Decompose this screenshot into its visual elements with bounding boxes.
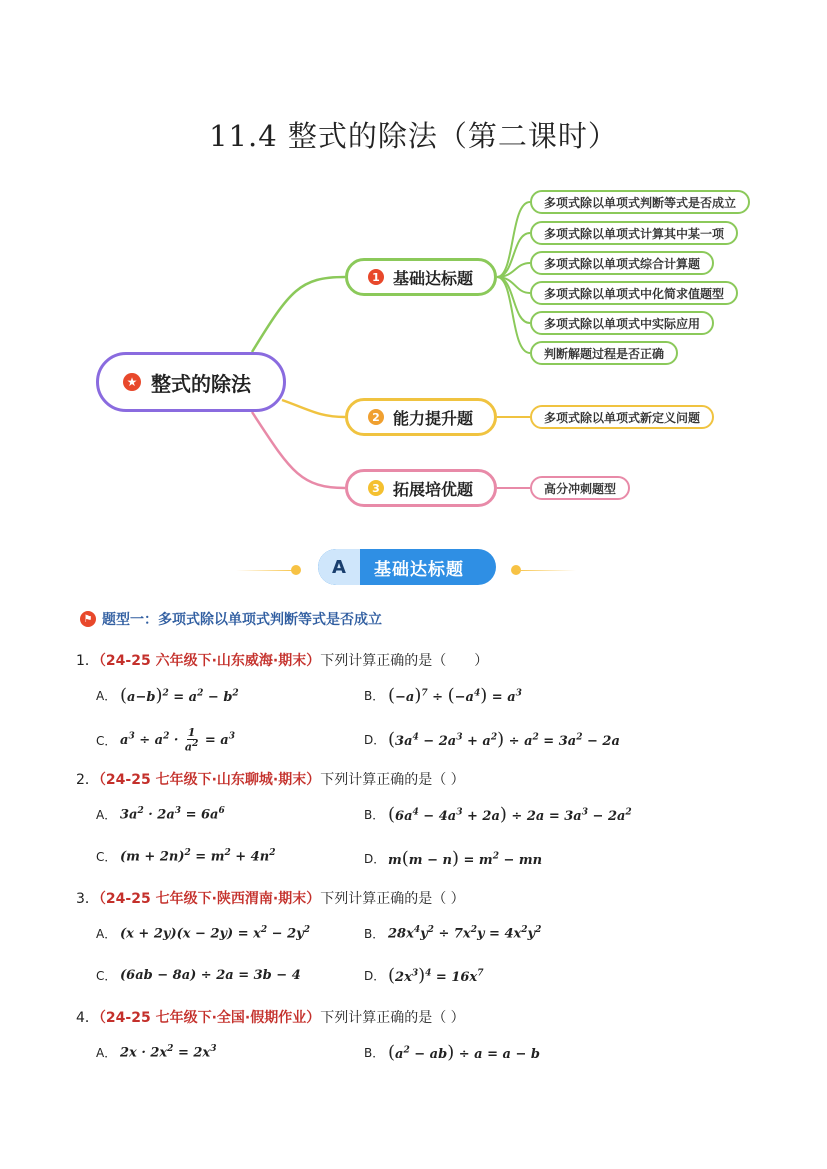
question-stem: 下列计算正确的是（ ） bbox=[320, 891, 465, 907]
option-3a[interactable] bbox=[96, 925, 310, 942]
option-label: B． bbox=[364, 808, 385, 822]
section-divider-left bbox=[236, 570, 296, 571]
question-number: 2． bbox=[76, 772, 99, 788]
mindmap-leaf: 判断解题过程是否正确 bbox=[530, 341, 678, 365]
section-label: 基础达标题 bbox=[374, 559, 464, 580]
option-label: B． bbox=[364, 689, 385, 703]
branch-label: 能力提升题 bbox=[393, 408, 474, 428]
option-formula: $(6a^4 - 4a^3 + 2a) \div 2a = 3a^3 - 2a^2$ bbox=[388, 804, 632, 825]
question-stem: 下列计算正确的是（ ） bbox=[320, 653, 489, 669]
mindmap-leaf: 多项式除以单项式新定义问题 bbox=[530, 405, 714, 429]
branch-label: 基础达标题 bbox=[393, 268, 474, 288]
mindmap-root-label: 整式的除法 bbox=[151, 371, 251, 396]
option-label: C． bbox=[96, 850, 117, 864]
option-formula: $2x \cdot 2x^2 = 2x^3$ bbox=[120, 1044, 217, 1061]
number-badge-icon: 2 bbox=[368, 409, 384, 425]
mindmap-branch-3 bbox=[345, 469, 497, 507]
option-2b[interactable] bbox=[364, 804, 632, 825]
option-3c[interactable] bbox=[96, 967, 301, 984]
connector-root-b3 bbox=[252, 412, 345, 488]
number-badge-icon: 3 bbox=[368, 480, 384, 496]
mindmap-leaf: 多项式除以单项式计算其中某一项 bbox=[530, 221, 738, 245]
option-label: C． bbox=[96, 969, 117, 983]
option-2a[interactable] bbox=[96, 806, 225, 823]
option-formula: (6ab − 8a) ÷ 2a = 3b − 4 bbox=[120, 968, 301, 983]
section-header bbox=[318, 549, 496, 585]
mindmap-leaf: 多项式除以单项式中实际应用 bbox=[530, 311, 714, 335]
option-1b[interactable] bbox=[364, 685, 522, 706]
section-divider-right bbox=[516, 570, 576, 571]
mindmap-branch-1 bbox=[345, 258, 497, 296]
option-4a[interactable] bbox=[96, 1044, 216, 1061]
option-label: D． bbox=[364, 733, 386, 747]
question-source: （24-25 七年级下·山东聊城·期末） bbox=[98, 772, 321, 788]
option-formula: $28x^4y^2 \div 7x^2y = 4x^2y^2$ bbox=[388, 925, 542, 942]
option-label: A． bbox=[96, 927, 117, 941]
question-number: 4． bbox=[76, 1010, 99, 1026]
section-dot-left bbox=[291, 565, 301, 575]
mindmap-leaf: 高分冲刺题型 bbox=[530, 476, 630, 500]
option-formula: $(3a^4 - 2a^3 + a^2) \div a^2 = 3a^2 - 2a$ bbox=[388, 729, 620, 750]
option-label: D． bbox=[364, 852, 386, 866]
option-formula: $3a^2 \cdot 2a^3 = 6a^6$ bbox=[120, 806, 225, 823]
connector-b1-leaf1 bbox=[497, 202, 530, 277]
option-label: A． bbox=[96, 689, 117, 703]
star-icon: ★ bbox=[123, 373, 141, 391]
option-formula: $(x + 2y)(x - 2y) = x^2 - 2y^2$ bbox=[120, 925, 310, 942]
option-3d[interactable] bbox=[364, 965, 483, 986]
option-2d[interactable] bbox=[364, 848, 542, 869]
flag-icon: ⚑ bbox=[80, 611, 96, 627]
mindmap-leaf: 多项式除以单项式中化简求值题型 bbox=[530, 281, 738, 305]
page-title: 11.4 整式的除法（第二课时） bbox=[209, 119, 618, 153]
question-3 bbox=[76, 888, 465, 908]
option-1d[interactable] bbox=[364, 729, 620, 750]
option-formula: $(a-b)^2 = a^2 - b^2$ bbox=[120, 685, 239, 706]
option-label: A． bbox=[96, 808, 117, 822]
option-formula: $m(m - n) = m^2$ − mn bbox=[388, 848, 543, 869]
option-label: B． bbox=[364, 1046, 385, 1060]
connector-root-b2 bbox=[282, 400, 345, 417]
question-stem: 下列计算正确的是（ ） bbox=[320, 772, 465, 788]
question-source: （24-25 六年级下·山东威海·期末） bbox=[98, 653, 321, 669]
option-formula: $a^3 \div a^2$ · $\frac{1}{a^2}$ = $a^3$ bbox=[120, 726, 235, 754]
question-2 bbox=[76, 769, 465, 789]
option-formula: $(-a)^7 \div (-a^4) = a^3$ bbox=[388, 685, 522, 706]
mindmap-leaf: 多项式除以单项式综合计算题 bbox=[530, 251, 714, 275]
question-source: （24-25 七年级下·全国·假期作业） bbox=[98, 1010, 321, 1026]
option-4b[interactable] bbox=[364, 1042, 540, 1063]
question-1 bbox=[76, 650, 488, 670]
question-4 bbox=[76, 1007, 465, 1027]
question-type-heading bbox=[80, 609, 382, 629]
option-formula: $(m + 2n)^2 = m^2 + 4n^2$ bbox=[120, 848, 276, 865]
option-3b[interactable] bbox=[364, 925, 541, 942]
question-number: 1． bbox=[76, 653, 99, 669]
option-2c[interactable] bbox=[96, 848, 275, 865]
branch-label: 拓展培优题 bbox=[393, 479, 474, 499]
option-label: A． bbox=[96, 1046, 117, 1060]
question-stem: 下列计算正确的是（ ） bbox=[320, 1010, 465, 1026]
mindmap-branch-2 bbox=[345, 398, 497, 436]
option-label: D． bbox=[364, 969, 386, 983]
connector-b1-leaf6 bbox=[497, 277, 530, 353]
mindmap-root bbox=[96, 352, 286, 412]
option-formula: $(a^2 - ab) \div a = a - b$ bbox=[388, 1042, 541, 1063]
option-label: B． bbox=[364, 927, 385, 941]
option-formula: $(2x^3)^4 = 16x^7$ bbox=[388, 965, 484, 986]
option-label: C． bbox=[96, 733, 117, 748]
option-1c[interactable] bbox=[96, 727, 235, 754]
question-type-label: 题型一：多项式除以单项式判断等式是否成立 bbox=[102, 612, 382, 628]
section-letter: A bbox=[318, 549, 360, 585]
connector-root-b1 bbox=[252, 277, 345, 352]
option-1a[interactable] bbox=[96, 685, 239, 706]
question-source: （24-25 七年级下·陕西渭南·期末） bbox=[98, 891, 321, 907]
question-number: 3． bbox=[76, 891, 99, 907]
mindmap-leaf: 多项式除以单项式判断等式是否成立 bbox=[530, 190, 750, 214]
number-badge-icon: 1 bbox=[368, 269, 384, 285]
